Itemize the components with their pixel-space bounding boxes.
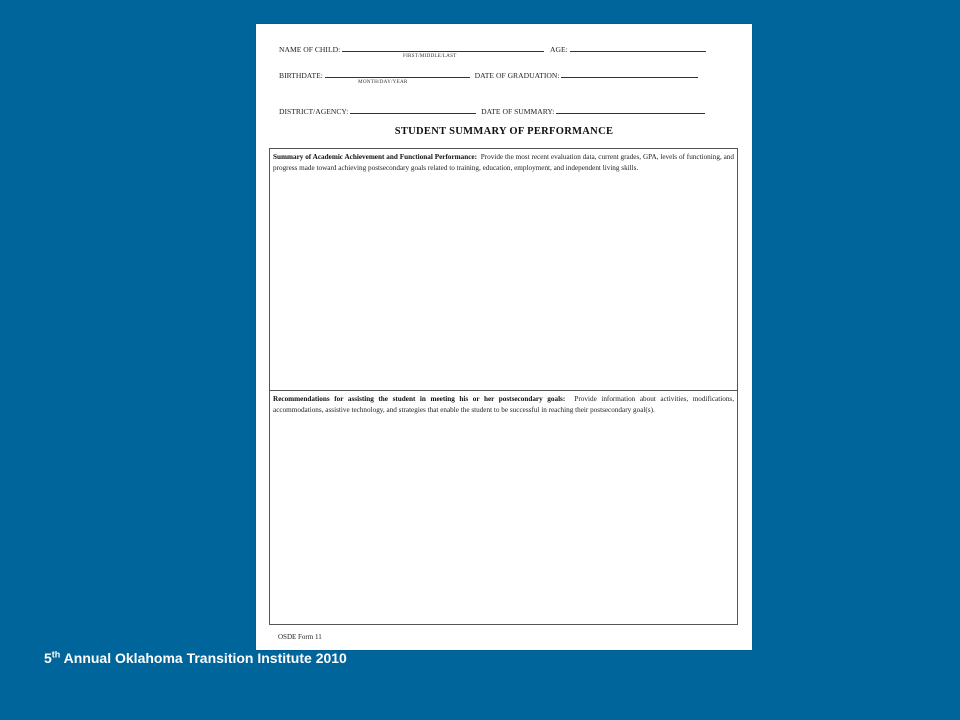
caption-ordinal: th xyxy=(51,649,61,660)
recommendations-section xyxy=(269,390,738,625)
recommendations-section-body: Provide information about activities, modifications, accommodations, assistive technology, and strategies that enable the student to be successful in reaching their postsecondary goal(s). xyxy=(273,395,735,414)
form-page xyxy=(256,24,752,650)
birthdate-row xyxy=(279,70,698,80)
district-row xyxy=(279,106,705,116)
birthdate-label: BIRTHDATE: xyxy=(279,71,323,80)
age-line xyxy=(570,44,706,52)
district-label: DISTRICT/AGENCY: xyxy=(279,107,349,116)
graduation-line xyxy=(561,70,698,78)
summary-date-line xyxy=(556,106,705,114)
district-line xyxy=(350,106,476,114)
summary-section-body: Provide the most recent evaluation data, current grades, GPA, levels of functioning, and progress made toward achieving postsecondary goals related to training, education, employment, and independent living skills. xyxy=(273,153,734,172)
recommendations-section-heading: Recommendations for assisting the student in meeting his or her postsecondary goals: xyxy=(273,395,566,403)
form-title: STUDENT SUMMARY OF PERFORMANCE xyxy=(394,126,614,137)
summary-section-text xyxy=(270,149,737,173)
birthdate-line xyxy=(325,70,470,78)
name-label: NAME OF CHILD: xyxy=(279,45,341,54)
caption-number: 5 xyxy=(44,650,52,666)
form-number: OSDE Form 11 xyxy=(278,633,322,641)
name-sublabel: FIRST/MIDDLE/LAST xyxy=(403,53,457,59)
slide-caption xyxy=(44,650,347,666)
summary-section xyxy=(269,148,738,391)
name-line xyxy=(342,44,544,52)
age-label: AGE: xyxy=(550,45,568,54)
graduation-label: DATE OF GRADUATION: xyxy=(474,71,560,80)
recommendations-section-text xyxy=(270,391,737,415)
summary-section-heading: Summary of Academic Achievement and Functional Performance: xyxy=(273,153,478,161)
summary-date-label: DATE OF SUMMARY: xyxy=(481,107,555,116)
name-row xyxy=(279,44,706,54)
birthdate-sublabel: MONTH/DAY/YEAR xyxy=(358,79,408,85)
caption-text: Annual Oklahoma Transition Institute 2010 xyxy=(60,650,347,666)
